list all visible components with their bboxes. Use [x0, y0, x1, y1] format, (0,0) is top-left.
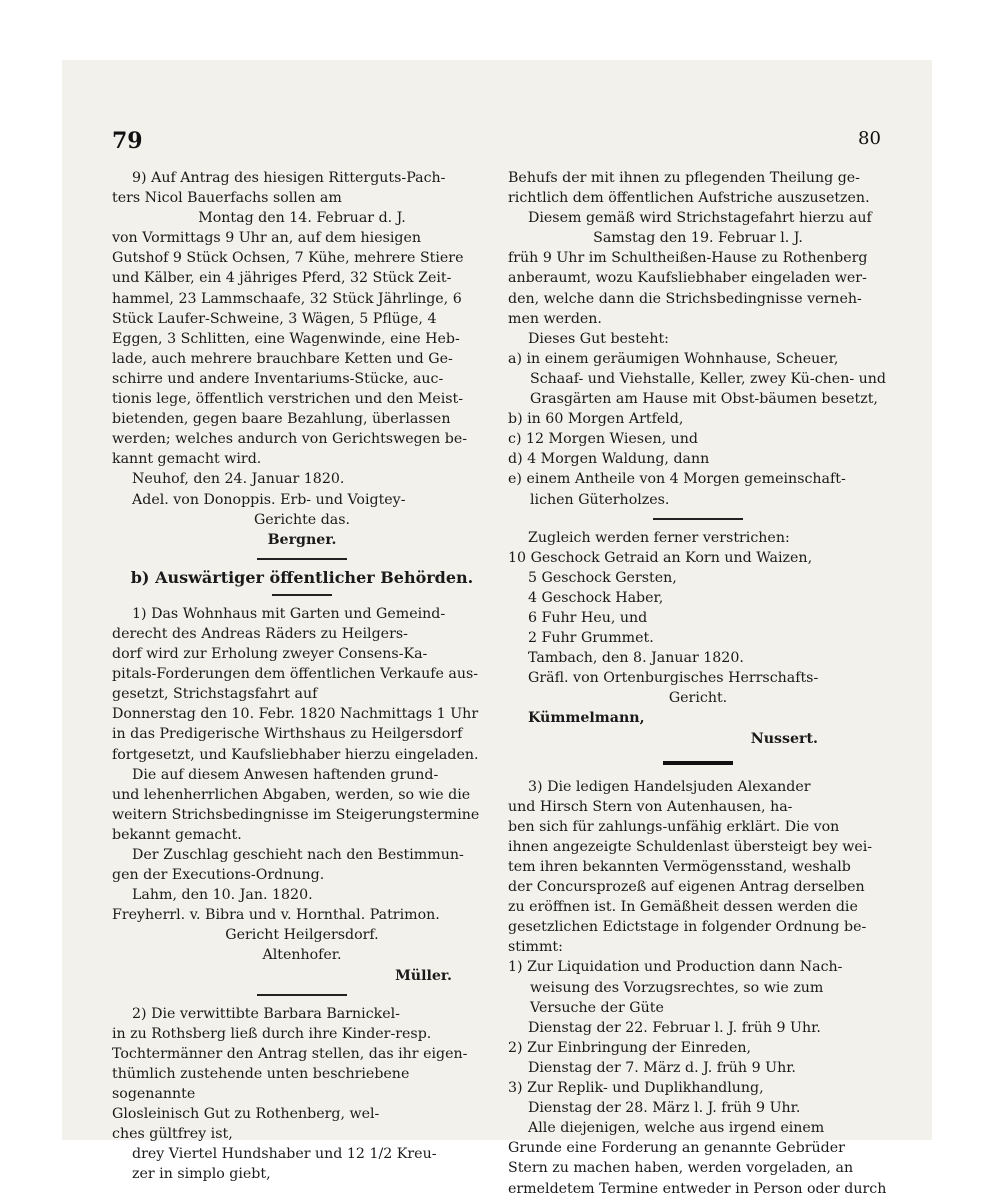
list-item: e) einem Antheile von 4 Morgen gemeinschaft-lichen Güterholzes.: [508, 471, 846, 508]
text-line: ches gültfrey ist,: [112, 1126, 233, 1143]
signature: Bergner.: [267, 531, 337, 548]
text-line: und Hirsch Stern von Autenhausen, ha-: [508, 798, 793, 815]
text-line: schirre und andere Inventariums-Stücke, auc-: [112, 370, 444, 387]
text-line: Stück Laufer-Schweine, 3 Wägen, 5 Pflüge, 4: [112, 310, 437, 327]
text-line: fortgesetzt, und Kaufsliebhaber hierzu eingeladen.: [112, 746, 479, 763]
edict-item: 2) Zur Einbringung der Einreden,: [508, 1039, 751, 1056]
text-line: und Kälber, ein 4 jähriges Pferd, 32 Stück Zeit-: [112, 270, 452, 287]
signature: Nussert.: [750, 730, 818, 747]
text-line: drey Viertel Hundshaber und 12 1/2 Kreu-: [132, 1146, 437, 1163]
authority-line-2: Gericht Heilgersdorf.: [225, 927, 379, 944]
text-line: men werden.: [508, 310, 602, 327]
text-line: Eggen, 3 Schlitten, eine Wagenwinde, eine Heb-: [112, 330, 460, 347]
text-line: Glosleinisch Gut zu Rothenberg, wel-: [112, 1106, 380, 1123]
text-line: tem ihren bekannten Vermögensstand, weshalb: [508, 859, 851, 875]
text-line: 9) Auf Antrag des hiesigen Ritterguts-Pach-: [132, 170, 446, 186]
section-heading: b) Auswärtiger öffentlicher Behörden.: [130, 567, 474, 587]
list-intro: Zugleich werden ferner verstrichen:: [528, 529, 790, 546]
divider: [272, 594, 332, 596]
text-line: richtlich dem öffentlichen Aufstriche auszusetzen.: [508, 190, 870, 207]
place-date: Neuhof, den 24. Januar 1820.: [132, 471, 345, 488]
text-line: hammel, 23 Lammschaafe, 32 Stück Jährlinge, 6: [112, 290, 462, 307]
text-line: und lehenherrlichen Abgaben, werden, so wie die: [112, 786, 471, 803]
text-line: werden; welches andurch von Gerichtswegen be-: [112, 431, 468, 448]
text-line: derecht des Andreas Räders zu Heilgers-: [112, 625, 408, 642]
text-line: Montag den 14. Februar d. J.: [198, 210, 406, 227]
list-item: 10 Geschock Getraid an Korn und Waizen,: [508, 549, 813, 566]
signature: Kümmelmann,: [528, 710, 645, 727]
page-number-right: 80: [858, 128, 881, 149]
edict-date: Dienstag der 7. März d. J. früh 9 Uhr.: [528, 1059, 796, 1076]
page-number-left: 79: [112, 128, 143, 154]
text-line: ters Nicol Bauerfachs sollen am: [112, 190, 342, 207]
list-intro: Dieses Gut besteht:: [528, 330, 669, 347]
text-line: zer in simplo giebt,: [132, 1166, 271, 1183]
list-item: 4 Geschock Haber,: [528, 589, 664, 606]
text-line: 1) Das Wohnhaus mit Garten und Gemeind-: [132, 605, 446, 622]
text-line: 2) Die verwittibte Barbara Barnickel-: [132, 1005, 400, 1022]
text-line: früh 9 Uhr im Schultheißen-Hause zu Rothenberg: [508, 250, 868, 267]
divider: [257, 558, 347, 560]
text-line: bietenden, gegen baare Bezahlung, überlassen: [112, 411, 451, 428]
text-line: Diesem gemäß wird Strichstagefahrt hierzu auf: [528, 210, 872, 227]
text-line: 3) Die ledigen Handelsjuden Alexander: [528, 778, 811, 795]
text-line: weitern Strichsbedingnisse im Steigerungstermine: [112, 806, 480, 823]
text-line: Grunde eine Forderung an genannte Gebrüder: [508, 1140, 845, 1157]
text-line: zu eröffnen ist. In Gemäßheit dessen werden die: [508, 899, 858, 916]
authority-line-2: Gerichte das.: [253, 511, 351, 528]
divider: [257, 994, 347, 996]
text-line: Der Zuschlag geschieht nach den Bestimmun-: [132, 847, 464, 863]
edict-item: 3) Zur Replik- und Duplikhandlung,: [508, 1080, 764, 1097]
signature: Müller.: [395, 967, 452, 984]
authority: Gräfl. von Ortenburgisches Herrschafts-: [528, 670, 819, 687]
edict-date: Dienstag der 28. März l. J. früh 9 Uhr.: [528, 1100, 801, 1117]
signature: Altenhofer.: [262, 947, 342, 964]
text-line: ermeldetem Termine entweder in Person oder durch: [508, 1180, 887, 1197]
text-line: Alle diejenigen, welche aus irgend einem: [528, 1120, 825, 1137]
list-item: b) in 60 Morgen Artfeld,: [508, 411, 684, 428]
text-line: Donnerstag den 10. Febr. 1820 Nachmittags 1 Uhr: [112, 706, 479, 723]
divider: [663, 761, 733, 765]
text-line: anberaumt, wozu Kaufsliebhaber eingeladen wer-: [508, 270, 867, 287]
notice-9: [112, 168, 492, 550]
text-line: Samstag den 19. Februar l. J.: [593, 230, 803, 247]
text-line: Die auf diesem Anwesen haftenden grund-: [132, 766, 439, 783]
text-line: den, welche dann die Strichsbedingnisse verneh-: [508, 290, 862, 307]
text-line: tionis lege, öffentlich verstrichen und den Meist-: [112, 391, 464, 408]
place-date: Tambach, den 8. Januar 1820.: [528, 650, 744, 667]
text-line: in zu Rothsberg ließ durch ihre Kinder-resp.: [112, 1025, 432, 1042]
authority: Freyherrl. v. Bibra und v. Hornthal. Patrimon.: [112, 907, 440, 924]
text-line: dorf wird zur Erholung zweyer Consens-Ka-: [112, 646, 428, 663]
list-item: c) 12 Morgen Wiesen, und: [508, 431, 698, 448]
text-line: in das Predigerische Wirthshaus zu Heilgersdorf: [112, 726, 463, 743]
list-item: a) in einem geräumigen Wohnhause, Scheuer, Schaaf- und Viehstalle, Keller, zwey Kü-chen- und Grasgärten am Hause mit Obst-bäumen besetzt,: [508, 350, 886, 408]
text-line: kannt gemacht wird.: [112, 451, 262, 468]
text-line: Tochtermänner den Antrag stellen, das ihr eigen-: [112, 1045, 468, 1062]
notice-1: [112, 604, 492, 986]
list-item: 6 Fuhr Heu, und: [528, 609, 648, 626]
text-line: Behufs der mit ihnen zu pflegenden Theilung ge-: [508, 170, 860, 186]
text-line: thümlich zustehende unten beschriebene sogenannte: [112, 1065, 410, 1103]
text-line: von Vormittags 9 Uhr an, auf dem hiesigen: [112, 230, 422, 247]
text-line: der Concursprozeß auf eigenen Antrag derselben: [508, 879, 865, 896]
text-line: ihnen angezeigte Schuldenlast übersteigt bey wei-: [508, 838, 873, 855]
text-line: lade, auch mehrere brauchbare Ketten und Ge-: [112, 350, 453, 367]
list-item: 5 Geschock Gersten,: [528, 569, 677, 586]
divider: [653, 518, 743, 520]
left-column: [112, 168, 492, 1185]
place-date: Lahm, den 10. Jan. 1820.: [132, 887, 313, 904]
list-item: d) 4 Morgen Waldung, dann: [508, 451, 710, 468]
text-line: Gutshof 9 Stück Ochsen, 7 Kühe, mehrere Stiere: [112, 250, 464, 267]
authority: Adel. von Donoppis. Erb- und Voigtey-: [132, 491, 406, 508]
text-line: pitals-Forderungen dem öffentlichen Verkaufe aus-: [112, 666, 479, 683]
right-column: [508, 168, 888, 1199]
authority-line-2: Gericht.: [668, 690, 728, 707]
text-line: Stern zu machen haben, werden vorgeladen, an: [508, 1160, 854, 1177]
list-item: 2 Fuhr Grummet.: [528, 630, 654, 647]
text-line: gesetzlichen Edictstage in folgender Ordnung be-: [508, 919, 867, 936]
edict-item: 1) Zur Liquidation und Production dann Nach-weisung des Vorzugsrechtes, so wie zum Versuche der Güte: [508, 959, 843, 1016]
text-line: gesetzt, Strichstagsfahrt auf: [112, 686, 318, 703]
text-line: stimmt:: [508, 939, 563, 956]
notice-2: [112, 1004, 492, 1185]
text-line: ben sich für zahlungs-unfähig erklärt. Die von: [508, 818, 840, 835]
text-line: gen der Executions-Ordnung.: [112, 867, 325, 884]
edict-date: Dienstag der 22. Februar l. J. früh 9 Uhr.: [528, 1019, 821, 1036]
text-line: bekannt gemacht.: [112, 826, 242, 843]
